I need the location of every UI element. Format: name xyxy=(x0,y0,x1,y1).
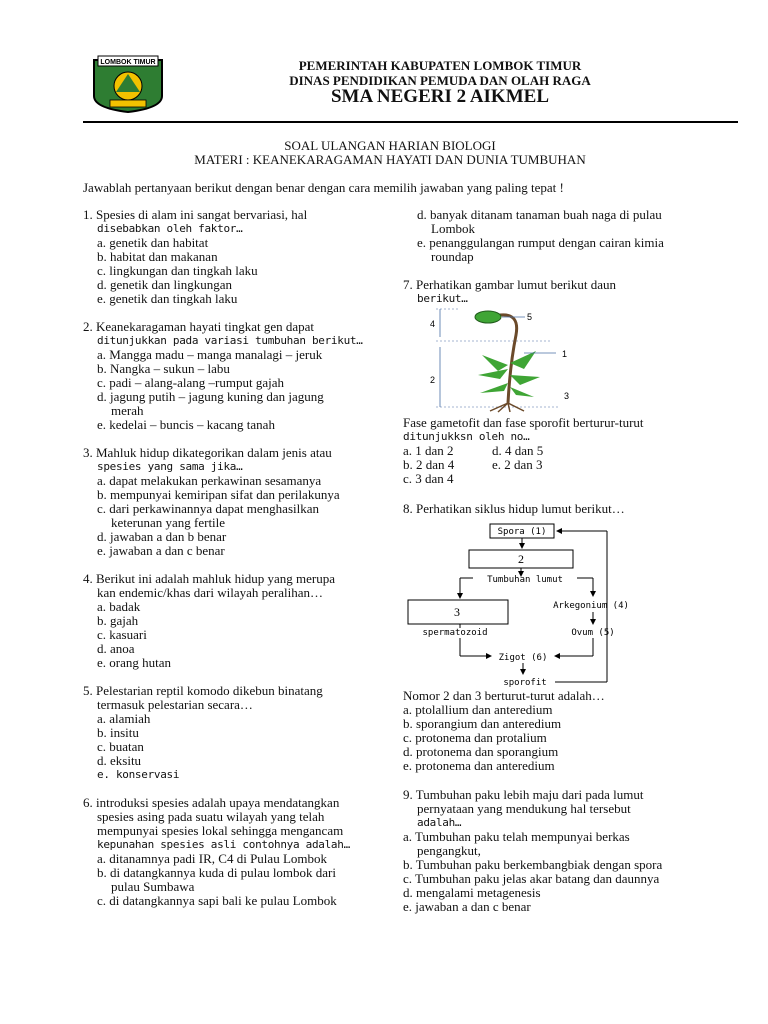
question-1: 1. Spesies di alam ini sangat bervariasi, hal disebabkan oleh faktor… a. genetik dan habitat b. habitat dan makanan c. lingkungan dan tingkah laku d. genetik dan lingkungan e. genetik dan tingkah laku xyxy=(83,207,308,306)
node-spora: Spora (1) xyxy=(497,527,547,537)
question-9: 9. Tumbuhan paku lebih maju dari pada lumut pernyataan yang mendukung hal tersebut adalah… a. Tumbuhan paku telah mempunyai berkas pengangkut, b. Tumbuhan paku berkembangbiak dengan spora c. Tumbuhan paku jelas akar batang dan daunnya d. mengalami metagenesis e. jawaban a dan c benar xyxy=(403,787,663,914)
option-d[interactable]: d. banyak ditanam tanaman buah naga di pulau xyxy=(417,207,662,222)
option-c[interactable]: c. buatan xyxy=(97,739,144,754)
question-5: 5. Pelestarian reptil komodo dikebun binatang termasuk pelestarian secara… a. alamiah b. insitu c. buatan d. eksitu e. konservasi xyxy=(83,683,323,781)
option-d[interactable]: d. mengalami metagenesis xyxy=(403,885,541,900)
option-d[interactable]: d. jawaban a dan b benar xyxy=(97,529,227,544)
option-b[interactable]: b. di datangkannya kuda di pulau lombok dari xyxy=(97,865,337,880)
option-a[interactable]: a. ptolallium dan anteredium xyxy=(403,702,553,717)
option-e[interactable]: e. penanggulangan rumput dengan cairan kimia xyxy=(417,235,664,250)
option-a[interactable]: a. dapat melakukan perkawinan sesamanya xyxy=(97,473,322,488)
option-e[interactable]: e. orang hutan xyxy=(97,655,172,670)
node-2: 2 xyxy=(518,552,524,566)
node-tumbuhan: Tumbuhan lumut xyxy=(487,575,563,585)
question-2: 2. Keanekaragaman hayati tingkat gen dapat ditunjukkan pada variasi tumbuhan berikut… a. Mangga madu – manga manalagi – jeruk b. Nangka – sukun – labu c. padi – alang-alang –rumput gajah d. jagung putih – jagung kuning dan jagung merah e. kedelai – buncis – kacang tanah xyxy=(83,319,363,432)
option-d[interactable]: d. genetik dan lingkungan xyxy=(97,277,233,292)
option-b[interactable]: b. insitu xyxy=(97,725,139,740)
option-d[interactable]: d. anoa xyxy=(97,641,135,656)
label-2: 2 xyxy=(430,375,436,385)
node-arkegonium: Arkegonium (4) xyxy=(553,601,629,611)
option-a[interactable]: a. genetik dan habitat xyxy=(97,235,209,250)
option-c[interactable]: c. kasuari xyxy=(97,627,147,642)
question-6: 6. introduksi spesies adalah upaya mendatangkan spesies asing pada suatu wilayah yang telah mempunyai spesies lokal sehingga mengancam kepunahan spesies asli contohnya adalah… a. ditanamnya padi IR, C4 di Pulau Lombok b. di datangkannya kuda di pulau lombok dari pulau Sumbawa c. di datangkannya sapi bali ke pulau Lombok xyxy=(83,795,350,908)
option-b[interactable]: b. Nangka – sukun – labu xyxy=(97,361,230,376)
option-a[interactable]: a. Tumbuhan paku telah mempunyai berkas xyxy=(403,829,630,844)
question-8-answers: Nomor 2 dan 3 berturut-turut adalah… a. ptolallium dan anteredium b. sporangium dan anteredium c. protonema dan protalium d. protonema dan sporangium e. protonema dan anteredium xyxy=(403,688,605,773)
option-b[interactable]: b. habitat dan makanan xyxy=(97,249,218,264)
option-b[interactable]: b. Tumbuhan paku berkembangbiak dengan spora xyxy=(403,857,663,872)
label-5: 5 xyxy=(527,312,533,322)
option-e[interactable]: e. jawaban a dan c benar xyxy=(97,543,225,558)
node-3: 3 xyxy=(454,605,460,619)
option-d[interactable]: d. eksitu xyxy=(97,753,142,768)
option-c[interactable]: c. di datangkannya sapi bali ke pulau Lombok xyxy=(97,893,337,908)
question-7: 7. Perhatikan gambar lumut berikut daun berikut… xyxy=(403,277,617,305)
option-b[interactable]: b. sporangium dan anteredium xyxy=(403,716,562,731)
school-logo xyxy=(88,52,168,114)
label-3: 3 xyxy=(564,391,570,401)
header-line2: DINAS PENDIDIKAN PEMUDA DAN OLAH RAGA xyxy=(289,73,591,88)
option-e[interactable]: e. genetik dan tingkah laku xyxy=(97,291,238,306)
option-b[interactable]: b. mempunyai kemiripan sifat dan perilakunya xyxy=(97,487,340,502)
exam-subtitle: MATERI : KEANEKARAGAMAN HAYATI DAN DUNIA TUMBUHAN xyxy=(194,152,586,167)
question-3: 3. Mahluk hidup dikategorikan dalam jenis atau spesies yang sama jika… a. dapat melakukan perkawinan sesamanya b. mempunyai kemiripan sifat dan perilakunya c. dari perkawinannya dapat menghasilkan keterunan yang fertile d. jawaban a dan b benar e. jawaban a dan c benar xyxy=(83,445,340,558)
label-4: 4 xyxy=(430,319,436,329)
exam-title: SOAL ULANGAN HARIAN BIOLOGI xyxy=(284,138,496,153)
option-c[interactable]: c. Tumbuhan paku jelas akar batang dan daunnya xyxy=(403,871,660,886)
option-b[interactable]: b. gajah xyxy=(97,613,139,628)
moss-plant-figure xyxy=(420,305,590,413)
option-a[interactable]: a. ditanamnya padi IR, C4 di Pulau Lombok xyxy=(97,851,327,866)
option-a[interactable]: a. Mangga madu – manga manalagi – jeruk xyxy=(97,347,323,362)
option-e[interactable]: e. konservasi xyxy=(97,768,180,781)
option-c[interactable]: c. protonema dan protalium xyxy=(403,730,547,745)
option-a[interactable]: a. alamiah xyxy=(97,711,151,726)
q7-option-b[interactable]: b. 2 dan 4 xyxy=(403,457,455,472)
option-d[interactable]: d. protonema dan sporangium xyxy=(403,744,559,759)
header-divider xyxy=(83,121,738,123)
option-e[interactable]: e. kedelai – buncis – kacang tanah xyxy=(97,417,275,432)
instruction: Jawablah pertanyaan berikut dengan benar dengan cara memilih jawaban yang paling tepat ! xyxy=(83,180,564,195)
option-a[interactable]: a. badak xyxy=(97,599,141,614)
q7-option-e[interactable]: e. 2 dan 3 xyxy=(492,457,543,472)
node-ovum: Ovum (5) xyxy=(571,628,615,638)
school-name: SMA NEGERI 2 AIKMEL xyxy=(330,86,549,107)
node-spermatozoid: spermatozoid xyxy=(422,628,488,638)
q7-option-d[interactable]: d. 4 dan 5 xyxy=(492,443,544,458)
option-e[interactable]: e. protonema dan anteredium xyxy=(403,758,555,773)
label-1: 1 xyxy=(562,349,568,359)
option-e[interactable]: e. jawaban a dan c benar xyxy=(403,899,531,914)
moss-lifecycle-diagram xyxy=(405,520,655,692)
option-c[interactable]: c. padi – alang-alang –rumput gajah xyxy=(97,375,284,390)
question-6-continued: d. banyak ditanam tanaman buah naga di pulau Lombok e. penanggulangan rumput dengan cairan kimia roundap xyxy=(403,208,664,264)
node-zigot: Zigot (6) xyxy=(498,653,548,663)
logo-text: LOMBOK TIMUR xyxy=(100,59,156,66)
option-c[interactable]: c. dari perkawinannya dapat menghasilkan xyxy=(97,501,319,516)
question-8-stem: 8. Perhatikan siklus hidup lumut berikut… xyxy=(403,501,625,516)
option-d[interactable]: d. jagung putih – jagung kuning dan jagung xyxy=(97,389,324,404)
node-sporofit: sporofit xyxy=(503,678,547,688)
q7-option-c[interactable]: c. 3 dan 4 xyxy=(403,471,454,486)
header-line1: PEMERINTAH KABUPATEN LOMBOK TIMUR xyxy=(298,58,582,73)
option-c[interactable]: c. lingkungan dan tingkah laku xyxy=(97,263,258,278)
question-7-answers: Fase gametofit dan fase sporofit berturur-turut ditunjukksn oleh no… xyxy=(403,415,644,443)
question-4: 4. Berikut ini adalah mahluk hidup yang merupa kan endemic/khas dari wilayah peralihan… a. badak b. gajah c. kasuari d. anoa e. orang hutan xyxy=(83,571,335,670)
q7-option-a[interactable]: a. 1 dan 2 xyxy=(403,443,454,458)
